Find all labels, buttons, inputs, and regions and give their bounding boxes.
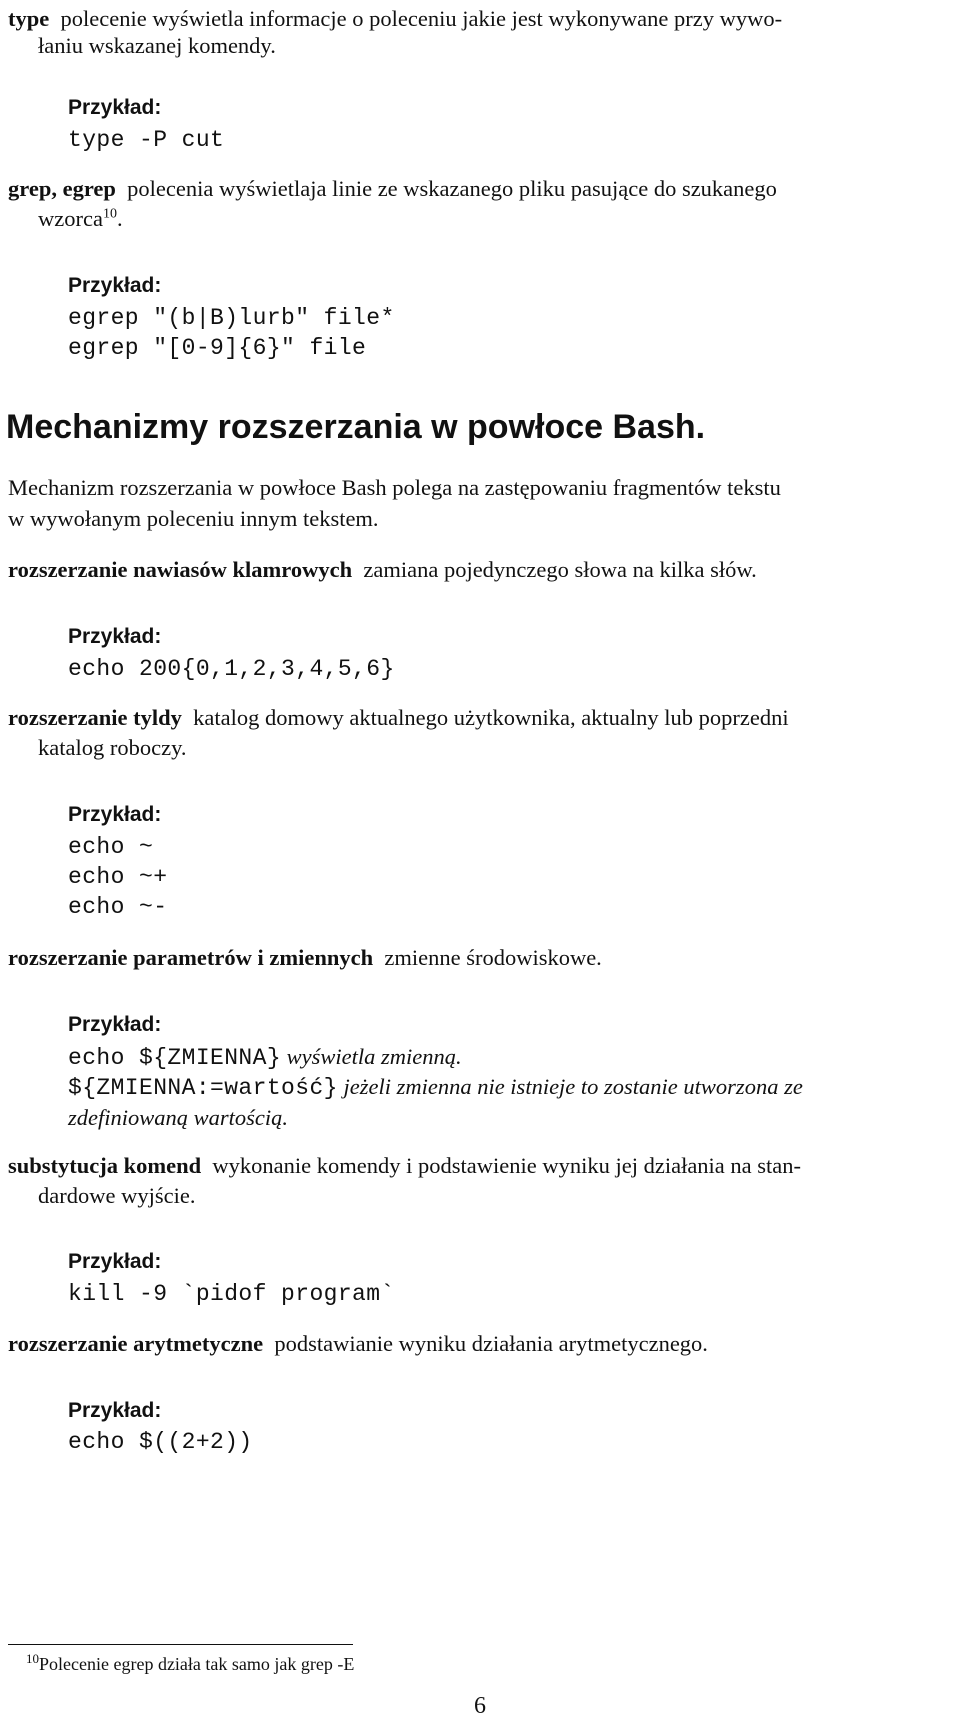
term-tilde-expansion: rozszerzanie tyldy <box>8 705 182 730</box>
code-example: echo ~+ <box>68 864 168 890</box>
term-type: type <box>8 6 50 31</box>
code-example: egrep ″[0-9]{6}″ file <box>68 335 367 361</box>
grep-definition <box>8 172 952 205</box>
term-parameter-expansion: rozszerzanie parametrów i zmiennych <box>8 945 374 970</box>
section-intro-line-1: Mechanizm rozszerzania w powłoce Bash polega na zastępowaniu fragmentów tekstu <box>8 475 781 500</box>
section-intro-line-2: w wywołanym poleceniu innym tekstem. <box>8 506 379 531</box>
grep-description: polecenia wyświetlaja linie ze wskazanego pliku pasujące do szukanego <box>127 176 777 201</box>
tilde-expansion-definition <box>8 701 952 734</box>
footnote-ref: 10 <box>102 206 117 222</box>
code-example: echo $((2+2)) <box>68 1429 253 1455</box>
footnote-number: 10 <box>26 1651 39 1666</box>
type-description-cont: łaniu wskazanej komendy. <box>38 33 276 58</box>
code-example: echo ~ <box>68 834 154 860</box>
footnote-rule <box>8 1644 353 1645</box>
page-number: 6 <box>474 1693 486 1719</box>
arithmetic-expansion-description: podstawianie wyniku działania arytmetycznego. <box>274 1331 708 1356</box>
term-arithmetic-expansion: rozszerzanie arytmetyczne <box>8 1331 264 1356</box>
example-label: Przykład: <box>68 1013 162 1036</box>
arithmetic-expansion-definition <box>8 1327 952 1360</box>
grep-description-end: . <box>116 206 123 231</box>
code-example: echo 200{0,1,2,3,4,5,6} <box>68 656 395 682</box>
parameter-expansion-description: zmienne środowiskowe. <box>384 945 602 970</box>
tilde-expansion-description-cont: katalog roboczy. <box>38 735 187 760</box>
example-label: Przykład: <box>68 625 162 648</box>
command-substitution-description-cont: dardowe wyjście. <box>38 1183 196 1208</box>
parameter-example-2 <box>68 1070 952 1105</box>
code-example: echo ~- <box>68 894 168 920</box>
example-label: Przykład: <box>68 803 162 826</box>
command-substitution-description: wykonanie komendy i podstawienie wyniku jej działania na stan- <box>212 1153 802 1178</box>
code-example: kill -9 `pidof program` <box>68 1281 395 1307</box>
section-heading: Mechanizmy rozszerzania w powłoce Bash. <box>6 408 706 446</box>
grep-description-cont <box>38 202 123 235</box>
example-label: Przykład: <box>68 1399 162 1422</box>
example-label: Przykład: <box>68 96 162 119</box>
parameter-expansion-definition <box>8 941 952 974</box>
brace-expansion-description: zamiana pojedynczego słowa na kilka słów. <box>363 557 757 582</box>
code-example: egrep ″(b|B)lurb″ file* <box>68 305 395 331</box>
example-note: wyświetla zmienną. <box>286 1044 462 1069</box>
footnote-text: Polecenie egrep działa tak samo jak grep -E <box>39 1654 355 1674</box>
command-substitution-definition <box>8 1149 952 1182</box>
grep-description-text: wzorca <box>38 206 103 231</box>
example-label: Przykład: <box>68 1250 162 1273</box>
example-note-cont: zdefiniowaną wartością. <box>68 1105 289 1130</box>
example-note: jeżeli zmienna nie istnieje to zostanie utworzona ze <box>343 1074 803 1099</box>
code-example: echo ${ZMIENNA} <box>68 1045 282 1071</box>
term-command-substitution: substytucja komend <box>8 1153 202 1178</box>
term-grep: grep, egrep <box>8 176 116 201</box>
term-brace-expansion: rozszerzanie nawiasów klamrowych <box>8 557 353 582</box>
code-example: ${ZMIENNA:=wartość} <box>68 1075 338 1101</box>
type-description: polecenie wyświetla informacje o poleceniu jakie jest wykonywane przy wywo- <box>60 6 783 31</box>
footnote <box>26 1652 354 1676</box>
example-label: Przykład: <box>68 274 162 297</box>
brace-expansion-definition <box>8 553 952 586</box>
code-example: type -P cut <box>68 127 225 153</box>
tilde-expansion-description: katalog domowy aktualnego użytkownika, aktualny lub poprzedni <box>193 705 789 730</box>
